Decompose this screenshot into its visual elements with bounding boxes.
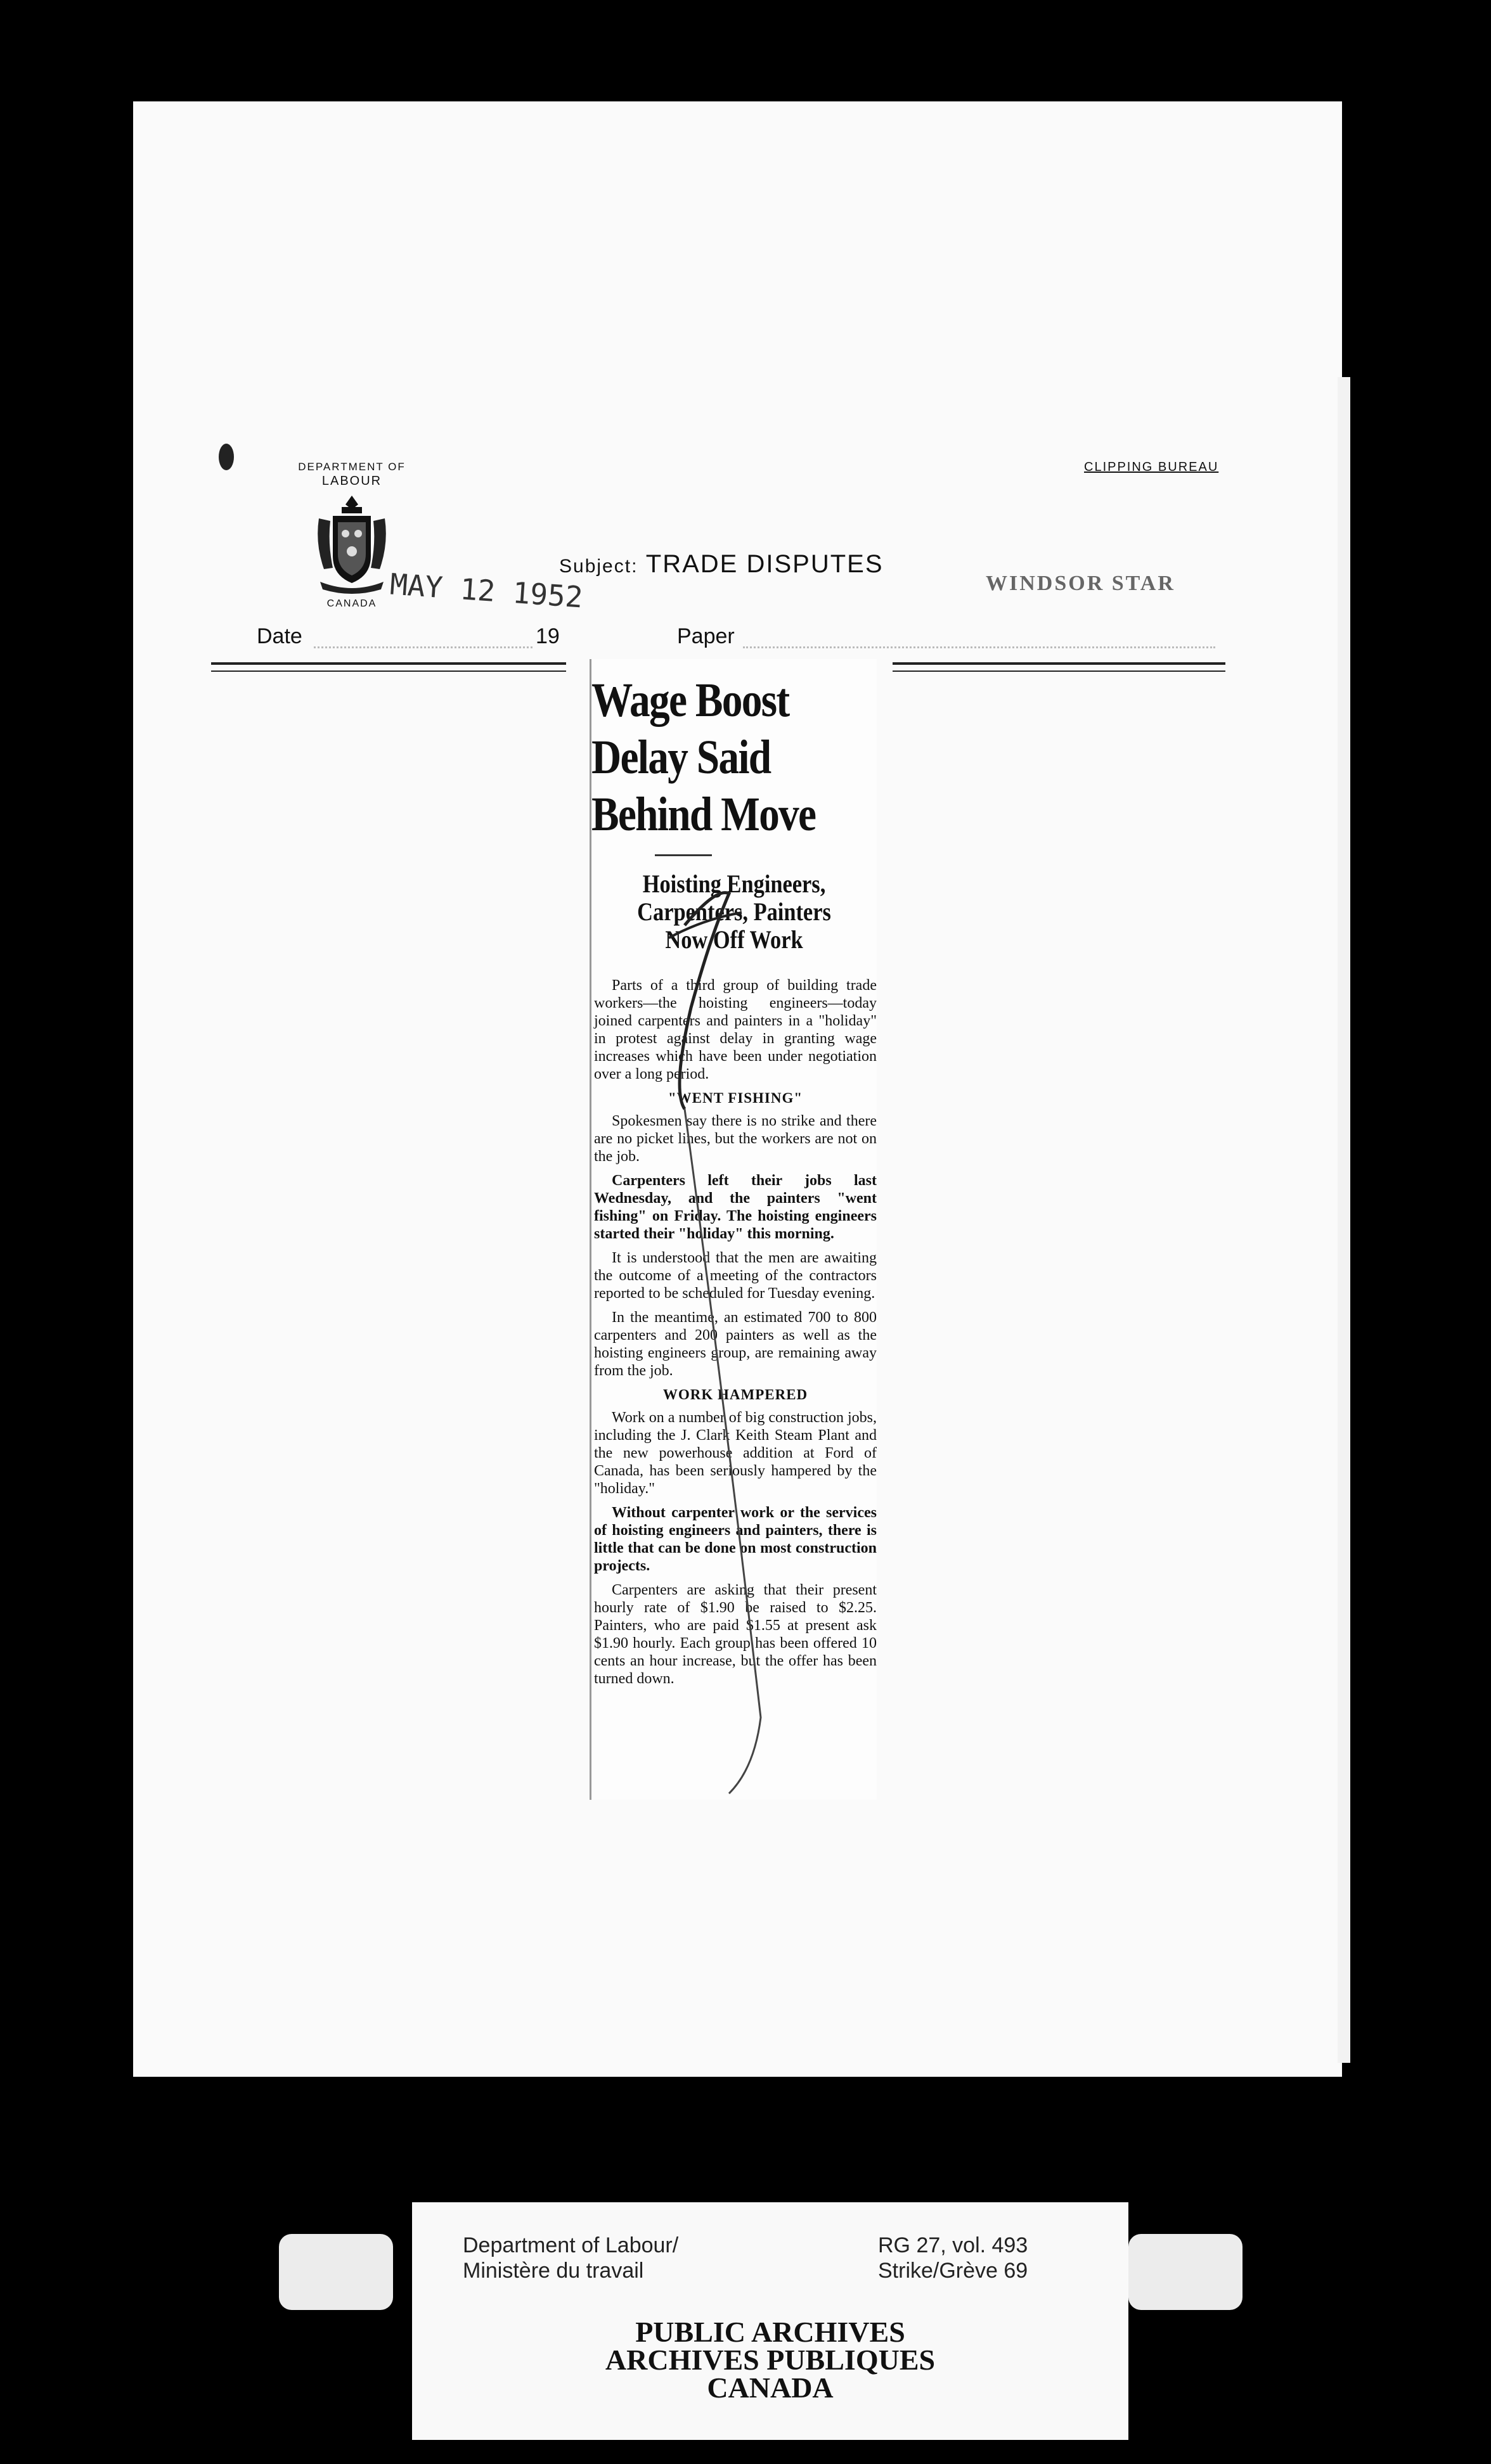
dept-english: Department of Labour/ (463, 2233, 679, 2257)
headline-line: Behind Move (591, 788, 816, 841)
article-paragraph: Carpenters are asking that their present hourly rate of $1.90 be raised to $2.25. Painters, who are paid $1.55 at present ask $1.90 hourly. Each group has been offered 10 cents an hour increase, but the offer has been turned down. (594, 1582, 877, 1687)
article-paragraph: It is understood that the men are awaiting the outcome of a meeting of the contractors reported to be scheduled for Tuesday evening. (594, 1250, 877, 1302)
article-paragraph: Parts of a third group of building trade workers—the hoisting engineers—today joined carpenters and painters in a "holiday" in protest against delay in granting wage increases which have been under negotiation over a long period. (594, 977, 877, 1082)
archives-line: ARCHIVES PUBLIQUES (605, 2344, 936, 2376)
subheading: "WENT FISHING" (668, 1090, 803, 1106)
subject-line (559, 550, 884, 579)
article-paragraph: Work on a number of big construction jobs, including the J. Clark Keith Steam Plant and the new powerhouse addition at Ford of Canada, has been seriously hampered by the "holiday." (594, 1409, 877, 1497)
paper-label: Paper (677, 624, 735, 648)
article-paragraph: Without carpenter work or the services of hoisting engineers and painters, there is little that can be done on most construction projects. (594, 1505, 877, 1574)
headline-line: Delay Said (591, 731, 771, 784)
subject-value: TRADE DISPUTES (645, 550, 884, 578)
subheading: WORK HAMPERED (662, 1387, 808, 1402)
subject-label: Subject: (559, 556, 638, 577)
label-tab-right (1128, 2234, 1242, 2310)
archive-label (412, 2202, 1128, 2440)
deck-line: Hoisting Engineers, (642, 869, 826, 898)
strike-number: Strike/Grève 69 (878, 2259, 1028, 2283)
date-dotted-line (314, 646, 532, 648)
article-headline (591, 672, 897, 843)
paper-dotted-line (743, 646, 1215, 648)
archives-line: PUBLIC ARCHIVES (635, 2316, 905, 2348)
article-paragraph: Spokesmen say there is no strike and there are no picket lines, but the workers are not on the job. (594, 1113, 877, 1165)
deck-line: Now Off Work (665, 925, 803, 954)
date-stamp: MAY 12 1952 (389, 567, 584, 615)
header-rule-left (211, 662, 566, 672)
header-rule-right (893, 662, 1225, 672)
headline-line: Wage Boost (591, 674, 789, 727)
punch-hole (219, 444, 234, 470)
archives-stamp (412, 2318, 1128, 2402)
department-heading (292, 460, 412, 488)
label-tab-left (279, 2234, 393, 2310)
dept-line-2: LABOUR (321, 474, 382, 488)
deck-line: Carpenters, Painters (637, 897, 831, 926)
paper-stamp: WINDSOR STAR (986, 572, 1175, 595)
date-label: Date (257, 624, 302, 648)
record-group: RG 27, vol. 493 (878, 2233, 1028, 2257)
archive-dept (463, 2233, 678, 2283)
deck-divider (655, 854, 712, 856)
handwritten-pencil-mark (647, 881, 786, 1800)
year-prefix: 19 (536, 624, 560, 648)
coat-of-arms-icon (314, 493, 390, 594)
dept-french: Ministère du travail (463, 2259, 644, 2283)
article-paragraph: In the meantime, an estimated 700 to 800 carpenters and 200 painters as well as the hoisting engineers group, are remaining away from the job. (594, 1309, 877, 1379)
article-paragraph: Carpenters left their jobs last Wednesday, and the painters "went fishing" on Friday. The hoisting engineers started their "holiday" this morning. (594, 1172, 877, 1242)
dept-line-1: DEPARTMENT OF (298, 461, 406, 473)
archive-reference (878, 2233, 1028, 2283)
archives-line: CANADA (707, 2371, 834, 2404)
sheet-edge (1338, 377, 1350, 2063)
clipping-bureau-label: CLIPPING BUREAU (1084, 460, 1219, 474)
dept-country: CANADA (326, 598, 377, 609)
